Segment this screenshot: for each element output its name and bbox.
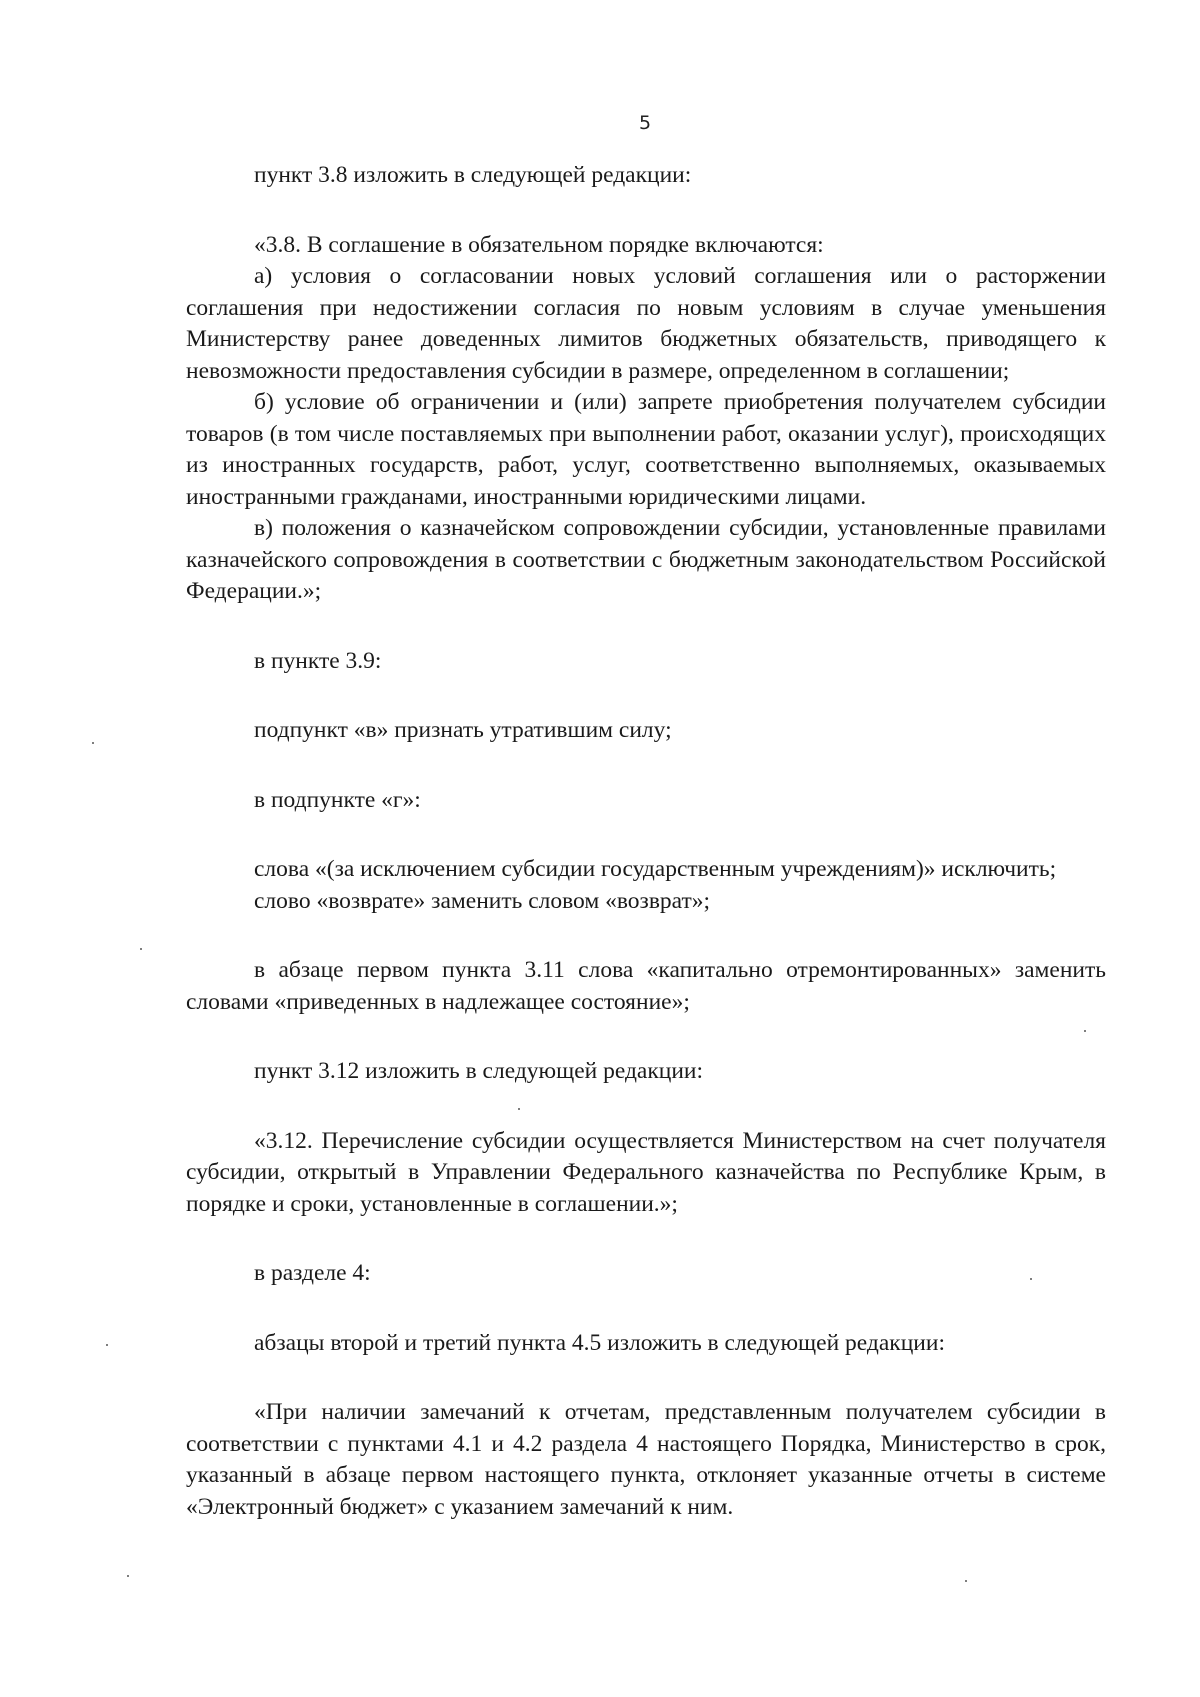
- paragraph-3-8-heading: «3.8. В соглашение в обязательном порядке включаются:: [254, 231, 824, 258]
- paragraph-3-12-text: «3.12. Перечисление субсидии осуществляется Министерством на счет получателя субсидии, открытый в Управлении Федерального казначейства по Республике Крым, в порядке и сроки, установленные в соглашении.»;: [186, 1127, 1106, 1217]
- scan-speck: [106, 1344, 108, 1346]
- paragraph-3-12-intro: пункт 3.12 изложить в следующей редакции:: [254, 1058, 704, 1084]
- paragraph-4-5-intro: абзацы второй и третий пункта 4.5 изложить в следующей редакции:: [254, 1329, 945, 1356]
- paragraph-3-8-a: а) условия о согласовании новых условий соглашения или о расторжении соглашения при недостижении согласия по новым условиям в случае уменьшения Министерству ранее доведенных лимитов бюджетных обязательств, приводящего к невозможности предоставления субсидии в размере, определенном в соглашении;: [186, 263, 1106, 384]
- paragraph-3-9-g-words: слова «(за исключением субсидии государственным учреждениям)» исключить;: [254, 856, 1057, 882]
- page-number: 5: [638, 112, 652, 134]
- scan-speck: [1084, 1030, 1086, 1032]
- paragraph-4-5-text: «При наличии замечаний к отчетам, представленным получателем субсидии в соответствии с пунктами 4.1 и 4.2 раздела 4 настоящего Порядка, Министерство в срок, указанный в абзаце первом настоящего пункта, отклоняет указанные отчеты в системе «Электронный бюджет» с указанием замечаний к ним.: [186, 1399, 1106, 1520]
- scan-speck: [127, 1575, 129, 1577]
- paragraph-3-9-g-intro: в подпункте «г»:: [254, 786, 421, 813]
- paragraph-3-8-v: в) положения о казначейском сопровождении субсидии, установленные правилами казначейского сопровождения в соответствии с бюджетным законодательством Российской Федерации.»;: [186, 515, 1106, 604]
- paragraph-3-9-v: подпункт «в» признать утратившим силу;: [254, 717, 672, 743]
- paragraph-3-11: в абзаце первом пункта 3.11 слова «капитально отремонтированных» заменить словами «приведенных в надлежащее состояние»;: [186, 957, 1106, 1015]
- scan-speck: [1030, 1278, 1032, 1280]
- paragraph-3-9-g-word: слово «возврате» заменить словом «возврат»;: [254, 887, 711, 914]
- scan-speck: [140, 948, 142, 950]
- scan-speck: [92, 742, 94, 744]
- paragraph-3-8-b: б) условие об ограничении и (или) запрете приобретения получателем субсидии товаров (в том числе поставляемых при выполнении работ, оказании услуг), происходящих из иностранных государств, работ, услуг, соответственно выполняемых, оказываемых иностранными гражданами, иностранными юридическими лицами.: [186, 389, 1106, 510]
- scan-speck: [518, 1108, 520, 1110]
- paragraph-section-4: в разделе 4:: [254, 1260, 371, 1286]
- paragraph-3-8-intro: пункт 3.8 изложить в следующей редакции:: [254, 162, 692, 188]
- paragraph-3-9-intro: в пункте 3.9:: [254, 647, 382, 674]
- document-body: [186, 160, 1106, 1523]
- scan-speck: [965, 1580, 967, 1582]
